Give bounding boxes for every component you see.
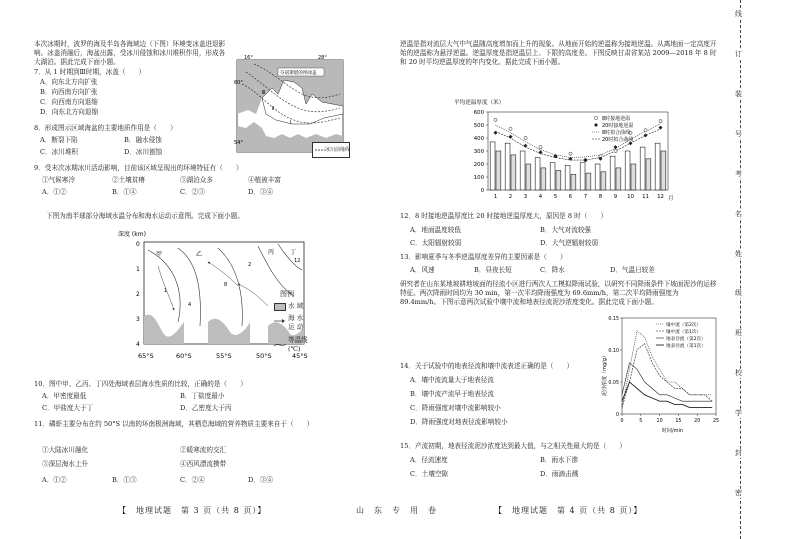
marker-bing: 丙: [268, 249, 275, 256]
q7-stem: 7．从 1 时期到Ⅲ时期，冰盖（ ）: [34, 68, 146, 76]
q12-opt-d: D．大气逆辐射较弱: [540, 239, 599, 247]
inv-xtick-11: 11: [642, 194, 649, 200]
q12-opt-b: B．大气对流较强: [540, 226, 592, 234]
q10-opt-a: A．甲密度最低: [42, 392, 87, 400]
inv-xtick-1: 1: [493, 194, 498, 200]
bar-20h-9: [616, 168, 621, 190]
binding-char-11: 封: [735, 449, 742, 458]
sed-ylabel: 泥沙浓度（mg/g）: [602, 353, 608, 396]
inv-ytick-2: 200: [473, 162, 484, 168]
ytick-4: 4: [136, 341, 140, 348]
q15-opt-a: A．径流速度: [410, 456, 448, 464]
q8-opt-a: A．断裂下陷: [40, 136, 78, 144]
q9-opt-a: A．①②: [42, 188, 67, 196]
q8-stem: 8．形成图示区域海盆的主要地质作用是（ ）: [34, 124, 177, 132]
lat-bottom-label: 54°: [234, 140, 243, 146]
point-8h-1: [494, 118, 497, 121]
ytick-1: 1: [136, 266, 140, 273]
bar-8h-4: [535, 158, 540, 191]
q14-opt-d: D．降雨强度对地表径流影响较小: [410, 418, 508, 426]
bar-8h-1: [490, 142, 495, 190]
sed-xtick-2: 10: [656, 419, 663, 424]
binding-char-12: 密: [735, 489, 742, 498]
section-ylabel: 深度 (km): [118, 231, 146, 238]
point-8h-6: [569, 152, 572, 155]
binding-char-5: 名: [735, 209, 742, 218]
q13-stem: 13．影响夏季与冬季逆温厚度差异的主要因素是（ ）: [400, 253, 567, 261]
inv-xtick-9: 9: [613, 194, 618, 200]
legend-8h-fit: 8时拟合曲线: [602, 130, 631, 136]
binding-char-1: 订: [735, 49, 742, 58]
xtick-65s: 65°S: [138, 352, 154, 360]
q14-opt-a: A．壤中流流量大于地表径流: [410, 376, 494, 384]
point-8h-4: [539, 146, 542, 149]
q15-opt-b: B．雨水下渗: [540, 456, 578, 464]
q11-item-1: ①大陆冰川融化: [42, 446, 89, 454]
bar-20h-6: [571, 174, 576, 190]
isotherm-12: 12: [294, 258, 301, 264]
xtick-60s: 60°S: [176, 352, 192, 360]
q10-opt-d: D．乙密度大于丙: [180, 404, 232, 412]
q15-stem: 15．产流初期，地表径流泥沙浓度达到最大值，与之相关性最大的是（ ）: [400, 442, 626, 450]
q11-item-2: ②暖寒流的交汇: [180, 446, 227, 454]
q14-opt-b: B．壤中流产流早于地表径流: [410, 390, 494, 398]
inv-ytick-3: 300: [473, 149, 484, 155]
bar-8h-11: [640, 147, 645, 190]
q9-opt-b: B．①④: [112, 188, 137, 196]
inv-ylabel: 平均逆温厚度（米）: [454, 100, 505, 106]
q15-opt-d: D．雨滴击溅: [540, 470, 579, 478]
inv-xtick-10: 10: [627, 194, 634, 200]
q8-opt-c: C．冰川堆积: [40, 148, 79, 156]
sed-ytick-1: 0.05: [608, 381, 619, 386]
lon-right-label: 28°: [318, 55, 327, 61]
inversion-chart: [440, 96, 680, 206]
q15-opt-c: C．土壤空隙: [410, 470, 449, 478]
sed-ytick-2: 0.10: [608, 349, 619, 354]
legend-8h: 8时接地逆温: [602, 116, 631, 122]
bar-8h-9: [610, 156, 615, 190]
sediment-chart: [600, 310, 722, 434]
marker-ding: 丁: [290, 249, 297, 256]
binding-char-2: 装: [735, 89, 742, 98]
bar-20h-10: [631, 164, 636, 190]
bar-8h-3: [520, 151, 525, 190]
inv-xtick-12: 12: [657, 194, 664, 200]
section-legend: [274, 290, 334, 354]
bar-8h-7: [580, 163, 585, 190]
xtick-50s: 50°S: [256, 352, 272, 360]
bar-20h-7: [586, 173, 591, 190]
q11-opt-c: C．②④: [180, 476, 205, 484]
point-8h-11: [644, 129, 647, 132]
map-legend-label: 冰川前缘线: [325, 147, 351, 153]
q8-opt-b: B．融水侵蚀: [124, 136, 162, 144]
intro-runoff: 研究者在山东某地坡耕地坡面的径流小区进行两次人工模拟降雨试验，以研究不同降雨条件下坡面泥沙的运移特征。两次降雨时间均为 30 min，第一次平均降雨强度为 69.6mm/h，第二次平均降雨强度为 89.4mm/h。下图示意两次试验中壤中流和地表径流泥沙浓度变化。据此完成下面小题。: [400, 280, 717, 307]
isotherm-2: 2: [248, 262, 252, 268]
inv-xtick-6: 6: [568, 194, 573, 200]
legend-surf1: 地表径流（第1次）: [666, 344, 706, 349]
q13-opt-c: C．降水: [540, 266, 565, 274]
inv-xtick-7: 7: [583, 194, 588, 200]
inv-xtick-4: 4: [538, 194, 543, 200]
sed-xtick-5: 25: [712, 419, 720, 424]
inv-ytick-1: 100: [473, 175, 484, 181]
binding-char-6: 姓: [735, 249, 742, 258]
inv-xtick-2: 2: [508, 194, 513, 200]
q8-opt-d: D．冰川刨蚀: [124, 148, 163, 156]
q9-item-4: ④植被丰富: [248, 176, 281, 184]
footer-left: 【 地理试题 第 3 页（共 8 页）】: [118, 506, 267, 515]
sed-xtick-3: 15: [675, 419, 682, 424]
q9-item-3: ③湖泊众多: [180, 176, 213, 184]
legend-sub1: 壤中流（第1次）: [666, 330, 702, 335]
binding-char-9: 校: [735, 369, 742, 378]
q11-stem: 11．磷虾主要分布在约 50°S 以南的环南极洲海域，其栖息海域的营养物质主要来自于（ ）: [34, 420, 314, 428]
legend-sea: 水 域: [288, 302, 304, 310]
lead-section: 下图为南半球部分海域水温分布和海水运动示意图。完成下面小题。: [46, 212, 244, 220]
inv-ytick-5: 500: [473, 123, 484, 129]
footer-right: 【 地理试题 第 4 页（共 8 页）】: [494, 506, 643, 515]
inv-xtick-3: 3: [523, 194, 528, 200]
isotherm-1: 1: [164, 288, 168, 294]
binding-char-4: 考: [735, 169, 742, 178]
q13-opt-a: A．风速: [410, 266, 435, 274]
binding-char-10: 学: [735, 409, 742, 418]
sed-xtick-1: 5: [639, 419, 643, 424]
bar-20h-1: [496, 151, 501, 190]
legend-20h: 20时接地逆温: [602, 123, 634, 129]
marker-jia: 甲: [156, 251, 163, 258]
legend-sub2: 壤中流（第2次）: [666, 323, 702, 328]
binding-strip: [730, 0, 752, 539]
ytick-2: 2: [136, 291, 140, 298]
map-legend: [312, 142, 350, 158]
sed-xtick-0: 0: [620, 419, 624, 424]
q11-item-4: ④西风漂流携带: [180, 460, 227, 468]
legend-title: 图例: [280, 290, 294, 298]
intro-scandinavia: 本次冰期时，波罗的海及半岛各海域边（下图）环境变冰盖进退影响。冰盖消融后，海盆出露，受冰川侵蚀和冰川堆积作用，形成各大湖泊。据此完成下面小题。: [34, 40, 226, 67]
q11-opt-a: A．①②: [42, 476, 67, 484]
q13-opt-b: B．昼夜长短: [474, 266, 512, 274]
q14-opt-c: C．降雨强度对壤中流影响较小: [410, 404, 501, 412]
q9-stem: 9．受末次冰期冰川活动影响，目前该区域呈现出的环境特征有（ ）: [34, 164, 243, 172]
q9-opt-c: C．②③: [180, 188, 205, 196]
binding-char-7: 级: [735, 289, 742, 298]
inv-xtick-5: 5: [553, 194, 558, 200]
legend-surf2: 地表径流（第2次）: [666, 337, 706, 342]
q12-opt-a: A．地面温度较低: [410, 226, 461, 234]
intro-inversion: 逆温是指对流层大气中气温随高度增加而上升的现象。从地面开始的逆温称为接地逆温。从离地面一定高度开始的逆温称为悬浮逆温。逆温厚度是指逆温层上、下限的高度差。下图反映甘肃省某站 2009—2018 年 8 时和 20 时平均逆温厚度的年内变化。据此完成下面小题。: [400, 40, 717, 67]
isotherm-8: 8: [224, 282, 228, 288]
lon-left-label: 16°: [244, 55, 253, 61]
legend-iso: 等温线 (℃): [288, 336, 308, 354]
binding-char-8: 班: [735, 329, 742, 338]
numeral-1: Ⅰ: [290, 120, 292, 126]
ytick-3: 3: [136, 316, 140, 323]
q13-opt-d: D．气温日较差: [610, 266, 655, 274]
binding-char-3: 号: [735, 129, 742, 138]
q10-opt-b: B．丁盐度最小: [180, 392, 225, 400]
legend-20h-fit: 20时拟合曲线: [602, 137, 634, 143]
q11-item-3: ③深层海水上升: [42, 460, 89, 468]
ice-sheet-label: 芬诺斯堪的纳冰盖: [280, 71, 317, 76]
q9-opt-d: D．③④: [248, 188, 274, 196]
footer-center: 山 东 专 用 卷: [356, 506, 437, 515]
ytick-0: 0: [136, 241, 140, 248]
q14-stem: 14．关于试验中的地表径流和壤中流表述正确的是（ ）: [400, 362, 574, 370]
sed-xlabel: 时间/min: [662, 428, 684, 434]
inv-ytick-4: 400: [473, 136, 484, 142]
bar-20h-12: [661, 151, 666, 190]
q7-opt-d: D．向东北方向退缩: [40, 108, 99, 116]
inv-ytick-0: 0: [480, 188, 484, 194]
point-8h-2: [509, 127, 512, 130]
q9-item-1: ①气候寒冷: [42, 176, 75, 184]
bar-20h-8: [601, 172, 606, 190]
bar-20h-3: [526, 164, 531, 190]
bar-20h-5: [556, 171, 561, 191]
legend-flow: 海 水 运 动: [288, 314, 304, 332]
q9-item-2: ②土壤贫瘠: [112, 176, 145, 184]
q7-opt-a: A．向东北方向扩张: [40, 78, 98, 86]
bar-8h-8: [595, 164, 600, 190]
bar-8h-5: [550, 163, 555, 190]
q10-opt-c: C．甲盐度大于丁: [42, 404, 94, 412]
q7-opt-c: C．向西南方向退缩: [40, 98, 98, 106]
lat-top-label: 60°: [234, 80, 243, 86]
isotherm-4: 4: [188, 302, 192, 308]
point-8h-12: [659, 120, 662, 123]
numeral-3: Ⅲ: [262, 90, 266, 96]
xtick-55s: 55°S: [216, 352, 232, 360]
marker-yi: 乙: [196, 251, 203, 258]
xtick-45s: 45°S: [292, 352, 308, 360]
point-8h-9: [614, 149, 617, 152]
q12-opt-c: C．太阳辐射较弱: [410, 239, 462, 247]
bar-8h-10: [625, 151, 630, 190]
q10-stem: 10．图中甲、乙丙、丁四处海域表层海水性质的比较，正确的是（ ）: [34, 380, 247, 388]
bar-8h-12: [655, 143, 660, 190]
bar-20h-11: [646, 159, 651, 190]
q7-opt-b: B．向西南方向扩张: [40, 88, 98, 96]
point-8h-3: [524, 136, 527, 139]
inv-ytick-6: 600: [473, 110, 484, 116]
sed-ytick-0: 0: [615, 413, 619, 418]
numeral-2: Ⅱ: [272, 106, 275, 112]
bar-8h-2: [505, 143, 510, 190]
binding-char-0: 线: [735, 10, 742, 18]
sed-ytick-3: 0.15: [608, 317, 619, 322]
bar-20h-4: [541, 168, 546, 190]
inv-xtick-8: 8: [598, 194, 603, 200]
q12-stem: 12．8 时接地逆温厚度比 20 时接地逆温厚度大，原因是 8 时（ ）: [400, 212, 608, 220]
bar-20h-2: [511, 155, 516, 190]
q11-opt-b: B．①③: [112, 476, 137, 484]
q11-opt-d: D．③④: [248, 476, 274, 484]
sed-xtick-4: 20: [694, 419, 701, 424]
bar-8h-6: [565, 165, 570, 190]
inv-x-unit: 月: [668, 196, 674, 202]
